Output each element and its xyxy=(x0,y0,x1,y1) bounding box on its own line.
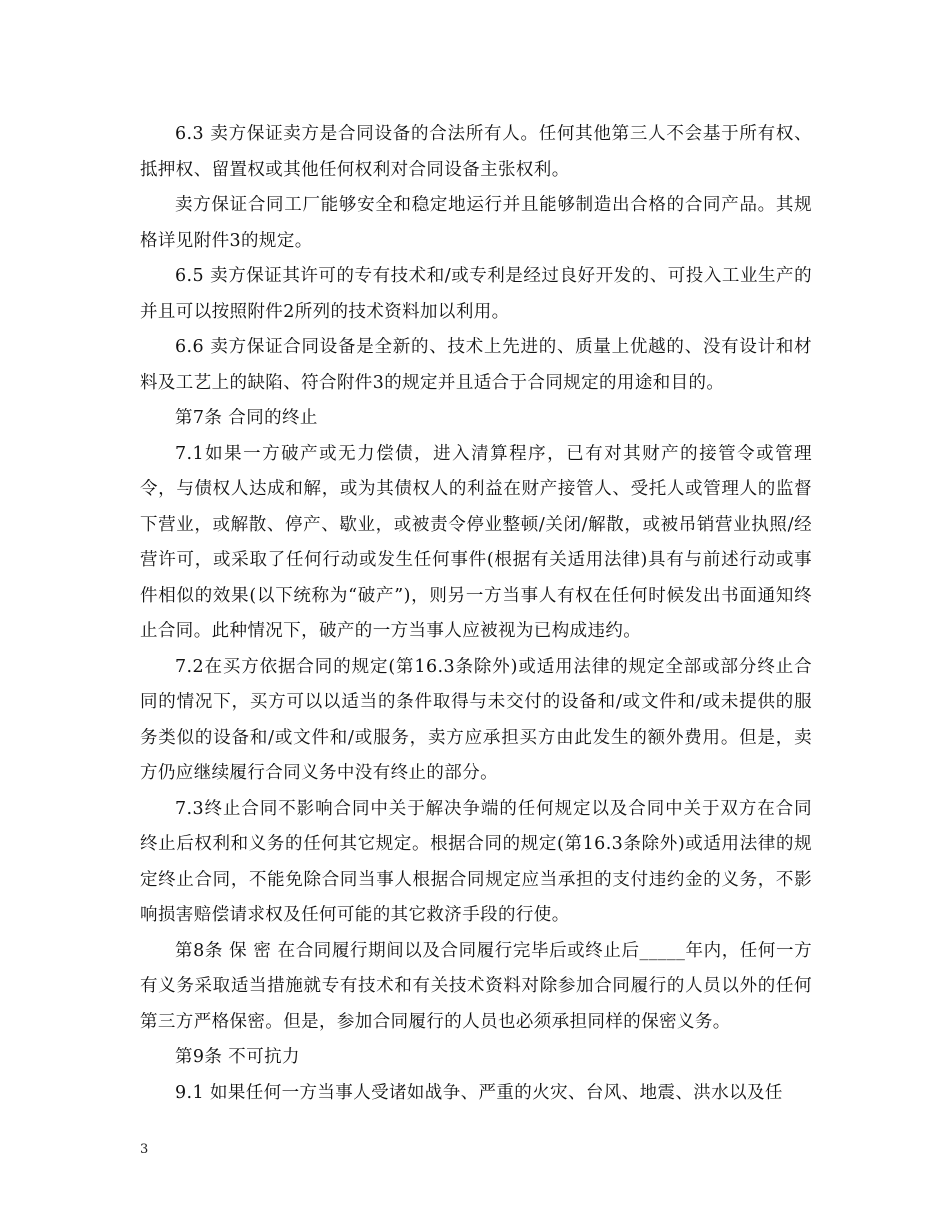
paragraph-7-3: 7.3终止合同不影响合同中关于解决争端的任何规定以及合同中关于双方在合同终止后权利和义务的任何其它规定。根据合同的规定(第16.3条除外)或适用法律的规定终止合同，不能免除合同当事人根据合同规定应当承担的支付违约金的义务，不影响损害赔偿请求权及任何可能的其它救济手段的行使。 xyxy=(140,798,812,925)
paragraph-6-6: 6.6 卖方保证合同设备是全新的、技术上先进的、质量上优越的、没有设计和材料及工艺上的缺陷、符合附件3的规定并且适合于合同规定的用途和目的。 xyxy=(140,337,812,393)
paragraph-7-1: 7.1如果一方破产或无力偿债，进入清算程序，已有对其财产的接管令或管理令，与债权人达成和解，或为其债权人的利益在财产接管人、受托人或管理人的监督下营业，或解散、停产、歇业，或被责令停业整顿/关闭/解散，或被吊销营业执照/经营许可，或采取了任何行动或发生任何事件(根据有关适用法律)具有与前述行动或事件相似的效果(以下统称为“破产”)，则另一方当事人有权在任何时候发出书面通知终止合同。此种情况下，破产的一方当事人应被视为已构成违约。 xyxy=(140,443,812,641)
paragraph-6-5: 6.5 卖方保证其许可的专有技术和/或专利是经过良好开发的、可投入工业生产的并且可以按照附件2所列的技术资料加以利用。 xyxy=(140,266,812,322)
heading-article-9: 第9条 不可抗力 xyxy=(175,1047,300,1067)
paragraph-6-3: 6.3 卖方保证卖方是合同设备的合法所有人。任何其他第三人不会基于所有权、抵押权、留置权或其他任何权利对合同设备主张权利。 xyxy=(140,124,812,180)
paragraph-7-2: 7.2在买方依据合同的规定(第16.3条除外)或适用法律的规定全部或部分终止合同的情况下，买方可以以适当的条件取得与未交付的设备和/或文件和/或未提供的服务类似的设备和/或文件和/或服务，卖方应承担买方由此发生的额外费用。但是，卖方仍应继续履行合同义务中没有终止的部分。 xyxy=(140,656,812,783)
document-body xyxy=(140,117,812,1111)
page-number: 3 xyxy=(140,1142,149,1157)
heading-article-7: 第7条 合同的终止 xyxy=(175,408,318,428)
paragraph-9-1: 9.1 如果任何一方当事人受诸如战争、严重的火灾、台风、地震、洪水以及任 xyxy=(175,1082,783,1103)
paragraph-factory-guarantee: 卖方保证合同工厂能够安全和稳定地运行并且能够制造出合格的合同产品。其规格详见附件3的规定。 xyxy=(140,195,812,251)
paragraph-article-8: 第8条 保 密 在合同履行期间以及合同履行完毕后或终止后_____年内，任何一方有义务采取适当措施就专有技术和有关技术资料对除参加合同履行的人员以外的任何第三方严格保密。但是，参加合同履行的人员也必须承担同样的保密义务。 xyxy=(140,940,812,1032)
